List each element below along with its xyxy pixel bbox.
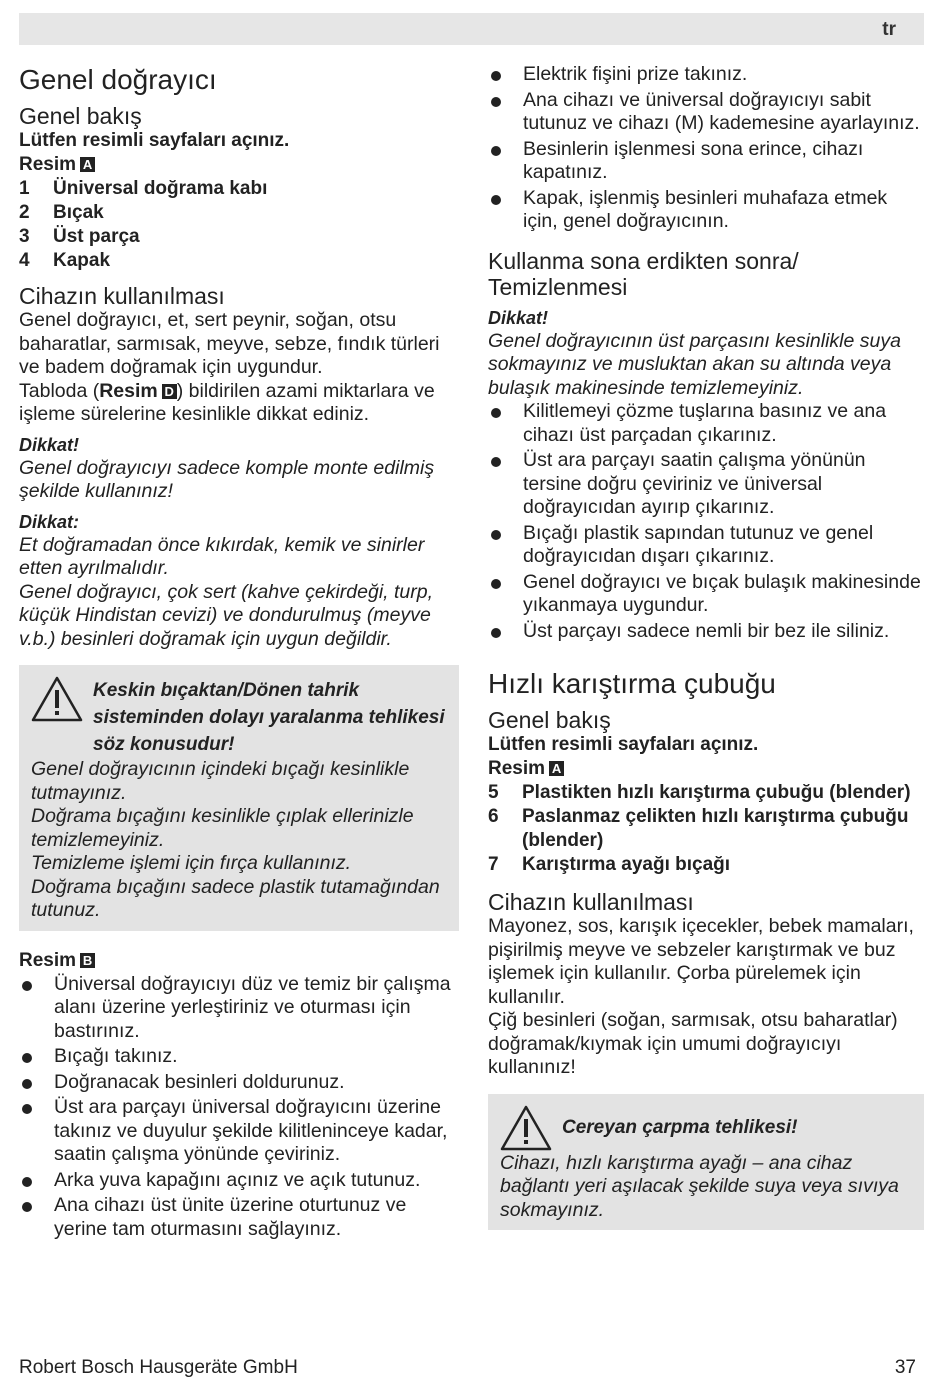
overview-heading: Genel bakış	[19, 103, 142, 129]
footer-company: Robert Bosch Hausgeräte GmbH	[19, 1357, 298, 1378]
open-pages-note: Lütfen resimli sayfaları açınız.	[19, 130, 290, 151]
section-title-2: Hızlı karıştırma çubuğu	[488, 668, 776, 699]
caution-text: Et doğramadan önce kıkırdak, kemik ve sinirler etten ayrılmalıdır.	[19, 533, 425, 579]
overview-heading: Genel bakış	[488, 707, 611, 733]
warning-title: Keskin bıçaktan/Dönen tahrik sisteminden dolayı yaralanma tehlikesi söz konusudur!	[93, 680, 445, 755]
use-paragraph: Mayonez, sos, karışık içecekler, bebek mamaları, pişirilmiş meyve ve sebzeler karıştırmak ve buz işlemek için kullanılır. Çorba pürelemek için kullanılır.	[488, 915, 914, 1008]
list-item: Arka yuva kapağını açınız ve açık tutunuz.	[19, 1169, 459, 1193]
use-heading: Cihazın kullanılması	[19, 283, 225, 309]
caution-text: Genel doğrayıcının üst parçasını kesinlikle suya sokmayınız ve musluktan akan su altında veya bulaşık makinesinde temizlemeyiniz.	[488, 329, 901, 399]
use-heading: Cihazın kullanılması	[488, 889, 694, 915]
caution-text: Genel doğrayıcı, çok sert (kahve çekirdeği, turp, küçük Hindistan cevizi) ve dondurulmuş (meyve v.b.) besinleri doğramak için uygun değildir.	[19, 580, 434, 650]
list-item: 3 Üst parça	[19, 226, 140, 247]
list-item: 4 Kapak	[19, 250, 111, 271]
page-number: 37	[894, 1357, 916, 1378]
list-item: Genel doğrayıcı ve bıçak bulaşık makinesinde yıkanmaya uygundur.	[488, 571, 924, 618]
use-paragraph-2: Çiğ besinleri (soğan, sarmısak, otsu baharatlar) doğramak/kıymak için umumi doğrayıcıyı kullanınız!	[488, 1009, 898, 1078]
list-item: Üst ara parçayı saatin çalışma yönünün tersine doğru çeviriniz ve üniversal doğrayıcıdan ayırıp çıkarınız.	[488, 449, 924, 520]
list-item: Bıçağı plastik sapından tutunuz ve genel doğrayıcıdan dışarı çıkarınız.	[488, 522, 924, 569]
warning-line: Doğrama bıçağını kesinlikle çıplak ellerinizle temizlemeyiniz.	[31, 805, 414, 851]
list-item: Besinlerin işlenmesi sona erince, cihazı kapatınız.	[488, 138, 924, 185]
steps-list-continued	[488, 63, 924, 234]
caution-label: Dikkat:	[19, 511, 80, 532]
figure-a-symbol: A	[80, 157, 95, 172]
caution-label: Dikkat!	[488, 307, 549, 328]
language-code: tr	[882, 19, 896, 40]
steps-list	[19, 973, 459, 1242]
open-pages-note: Lütfen resimli sayfaları açınız.	[488, 734, 759, 755]
list-item: 1 Üniversal doğrama kabı	[19, 178, 268, 199]
use-paragraph: Genel doğrayıcı, et, sert peynir, soğan, otsu baharatlar, sarmısak, meyve, sebze, fındık türleri ve badem doğramak için uygundur.	[19, 309, 440, 378]
list-item: Kilitlemeyi çözme tuşlarına basınız ve ana cihazı üst parçadan çıkarınız.	[488, 400, 924, 447]
warning-line: Doğrama bıçağını sadece plastik tutamağından tutunuz.	[31, 875, 440, 921]
left-column	[19, 63, 459, 1243]
list-item: Kapak, işlenmiş besinleri muhafaza etmek için, genel doğrayıcının.	[488, 187, 924, 234]
parts-list	[19, 177, 459, 273]
list-item: Üniversal doğrayıcıyı düz ve temiz bir çalışma alanı üzerine yerleştiriniz ve oturması için bastırınız.	[19, 973, 459, 1044]
section-title: Genel doğrayıcı	[19, 64, 217, 95]
list-item: Üst parçayı sadece nemli bir bez ile siliniz.	[488, 620, 924, 644]
parts-list	[488, 781, 924, 877]
figure-ref: Resim B	[19, 949, 459, 973]
cleaning-steps	[488, 400, 924, 643]
figure-d-symbol: D	[162, 384, 177, 399]
warning-line: Temizleme işlemi için fırça kullanınız.	[31, 852, 352, 874]
caution-label: Dikkat!	[19, 434, 80, 455]
list-item: 7 Karıştırma ayağı bıçağı	[488, 854, 731, 875]
list-item: 5 Plastikten hızlı karıştırma çubuğu (blender)	[488, 782, 911, 803]
figure-a-symbol: A	[549, 761, 564, 776]
warning-triangle-icon	[500, 1104, 552, 1152]
warning-line: Cihazı, hızlı karıştırma ayağı – ana cihaz bağlantı yeri aşılacak şekilde suya veya sıvıya sokmayınız.	[500, 1151, 899, 1221]
cleaning-heading: Kullanma sona erdikten sonra/ Temizlenmesi	[488, 247, 799, 300]
warning-box	[488, 1094, 924, 1231]
list-item: Bıçağı takınız.	[19, 1045, 459, 1069]
warning-line: Genel doğrayıcının içindeki bıçağı kesinlikle tutmayınız.	[31, 758, 410, 804]
right-column	[488, 63, 924, 1230]
warning-triangle-icon	[31, 675, 83, 723]
warning-box	[19, 665, 459, 931]
figure-ref: Resim A	[19, 153, 459, 177]
list-item: Ana cihazı üst ünite üzerine oturtunuz ve yerine tam oturmasını sağlayınız.	[19, 1194, 459, 1241]
caution-text: Genel doğrayıcıyı sadece komple monte edilmiş şekilde kullanınız!	[19, 456, 435, 502]
list-item: Üst ara parçayı üniversal doğrayıcını üzerine takınız ve duyulur şekilde kilitleninceye kadar, saatin çalışma yönünde çeviriniz.	[19, 1096, 459, 1167]
figure-b-symbol: B	[80, 953, 95, 968]
warning-title: Cereyan çarpma tehlikesi!	[562, 1116, 798, 1138]
list-item: Ana cihazı ve üniversal doğrayıcıyı sabit tutunuz ve cihazı (M) kademesine ayarlayınız.	[488, 89, 924, 136]
list-item: 6 Paslanmaz çelikten hızlı karıştırma çubuğu (blender)	[488, 806, 909, 851]
header-bar	[19, 13, 924, 45]
figure-ref: Resim A	[488, 757, 924, 781]
list-item: Doğranacak besinleri doldurunuz.	[19, 1071, 459, 1095]
list-item: 2 Bıçak	[19, 202, 104, 223]
list-item: Elektrik fişini prize takınız.	[488, 63, 924, 87]
use-paragraph-2: Tabloda (Resim D ) bildirilen azami miktarlara ve işleme sürelerine kesinlikle dikkat ediniz.	[19, 379, 435, 425]
